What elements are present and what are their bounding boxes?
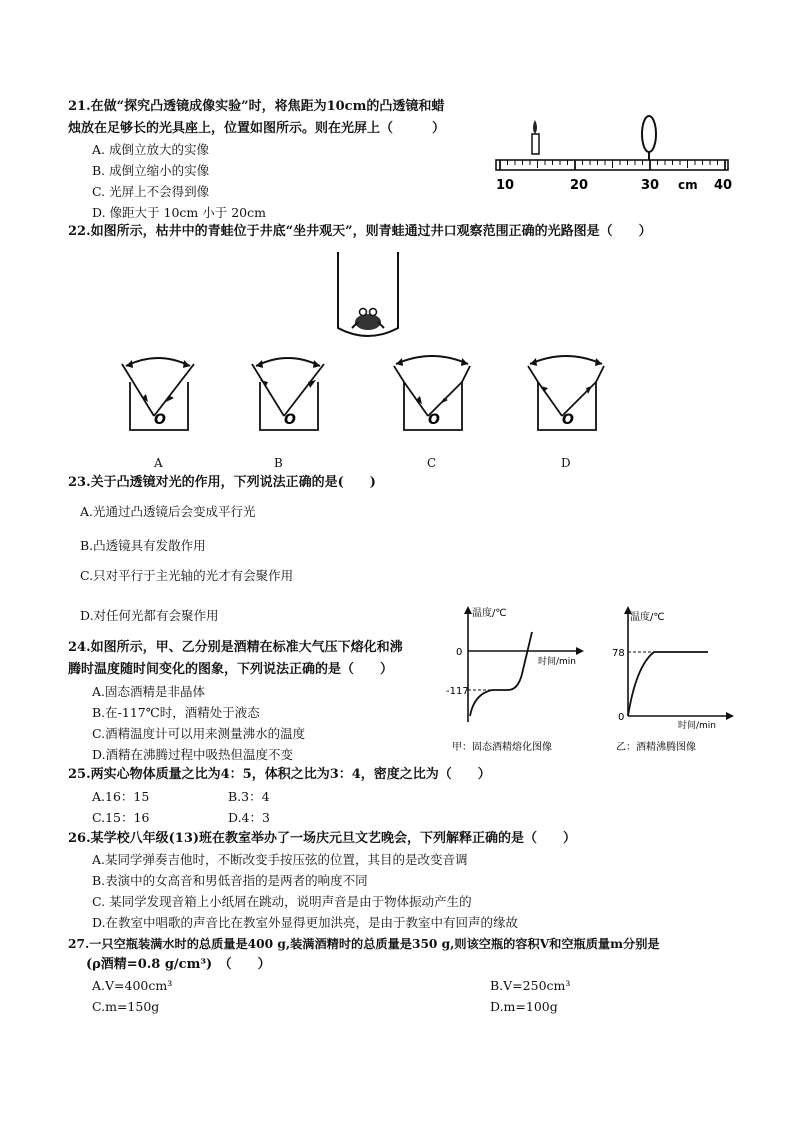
ruler-label-20: 20 [570,178,589,193]
q23-stem: 23.关于凸透镜对光的作用，下列说法正确的是( ) [68,475,376,490]
q21-option-c[interactable]: C. 光屏上不会得到像 [92,184,210,199]
q24-stem-line2: 腾时温度随时间变化的图象，下列说法正确的是（ ） [68,662,394,677]
boiling-chart [606,604,736,756]
q26-option-b[interactable]: B.表演中的女高音和男低音指的是两者的响度不同 [92,873,368,888]
q25-option-c[interactable]: C.15：16 [92,810,150,825]
q25-option-d[interactable]: D.4：3 [228,810,270,825]
diagram-label-b: B [274,456,283,470]
chart-title: 甲：固态酒精熔化图像 [452,742,552,753]
frog-icon [352,309,384,331]
ruler [496,160,728,170]
option-d-diagram [526,352,606,437]
q24-option-c[interactable]: C.酒精温度计可以用来测量沸水的温度 [92,726,306,741]
q23-option-b[interactable]: B.凸透镜具有发散作用 [80,538,206,553]
q21-option-d[interactable]: D. 像距大于 10cm 小于 20cm [92,205,266,220]
frog-point-o: O [562,412,574,428]
q21-option-a[interactable]: A. 成倒立放大的实像 [92,142,209,157]
ruler-label-30: 30 [641,178,660,193]
ruler-label-40: 40 [714,178,733,193]
option-a-diagram [118,352,198,437]
x-axis-label: 时间/min [678,721,717,731]
frog-point-o: O [154,412,166,428]
q24-option-d[interactable]: D.酒精在沸腾过程中吸热但温度不变 [92,747,294,762]
q27-option-c[interactable]: C.m=150g [92,999,160,1014]
diagram-label-d: D [561,456,571,470]
convex-lens [642,116,656,160]
q27-stem-line2: (ρ酒精=0.8 g/cm³) （ ） [86,957,271,972]
frog-point-o: O [428,412,440,428]
series-boiling-curve [628,652,708,716]
q26-option-c[interactable]: C. 某同学发现音箱上小纸屑在跳动，说明声音是由于物体振动产生的 [92,894,472,909]
q25-stem: 25.两实心物体质量之比为4：5，体积之比为3：4，密度之比为（ ） [68,767,491,782]
q23-option-d[interactable]: D.对任何光都有会聚作用 [80,608,219,623]
q27-stem-line1: 27.一只空瓶装满水时的总质量是400 g,装满酒精时的总质量是350 g,则该空瓶的容积V和空瓶质量m分别是 [68,937,660,951]
y-tick-0: 0 [456,647,463,658]
q21-option-b[interactable]: B. 成倒立缩小的实像 [92,163,210,178]
ruler-label-10: 10 [496,178,515,193]
y-tick-0: 0 [618,712,625,723]
q27-option-d[interactable]: D.m=100g [490,999,558,1014]
q25-option-a[interactable]: A.16：15 [92,789,150,804]
q26-stem: 26.某学校八年级(13)班在教室举办了一场庆元旦文艺晚会，下列解释正确的是（ ） [68,831,577,846]
q26-option-d[interactable]: D.在教室中唱歌的声音比在教室外显得更加洪亮，是由于教室中有回声的缘故 [92,915,519,930]
q27-option-b[interactable]: B.V=250cm³ [490,978,571,993]
y-axis-label: 温度/℃ [472,608,507,619]
q21-stem-line2: 烛放在足够长的光具座上，位置如图所示。则在光屏上（ ） [68,121,446,136]
q23-option-a[interactable]: A.光通过凸透镜后会变成平行光 [80,504,256,519]
frog-well-diagram [328,248,408,348]
melting-chart [446,604,586,756]
q27-option-a[interactable]: A.V=400cm³ [92,978,173,993]
series-melting-curve [470,632,532,716]
ruler-unit-cm: cm [678,178,698,192]
q24-option-b[interactable]: B.在-117℃时，酒精处于液态 [92,705,260,720]
frog-point-o: O [284,412,296,428]
diagram-label-a: A [154,456,163,470]
q23-option-c[interactable]: C.只对平行于主光轴的光才有会聚作用 [80,568,294,583]
diagram-label-c: C [427,456,437,470]
chart-title: 乙：酒精沸腾图像 [616,742,696,753]
q21-stem-line1: 21.在做“探究凸透镜成像实验”时，将焦距为10cm的凸透镜和蜡 [68,99,445,114]
y-tick-minus117: -117 [446,686,469,697]
candle [532,120,539,154]
optical-bench-diagram [488,112,738,196]
q25-option-b[interactable]: B.3：4 [228,789,270,804]
option-b-diagram [248,352,328,437]
y-tick-78: 78 [612,648,625,659]
y-axis-label: 温度/℃ [630,612,665,623]
q26-option-a[interactable]: A.某同学弹奏吉他时，不断改变手按压弦的位置，其目的是改变音调 [92,852,468,867]
q24-option-a[interactable]: A.固态酒精是非晶体 [92,684,206,699]
q24-stem-line1: 24.如图所示，甲、乙分别是酒精在标准大气压下熔化和沸 [68,640,403,655]
q22-stem: 22.如图所示，枯井中的青蛙位于井底“坐井观天”，则青蛙通过井口观察范围正确的光路图是（ ） [68,224,652,239]
x-axis-label: 时间/min [538,657,577,667]
option-c-diagram [392,352,472,437]
